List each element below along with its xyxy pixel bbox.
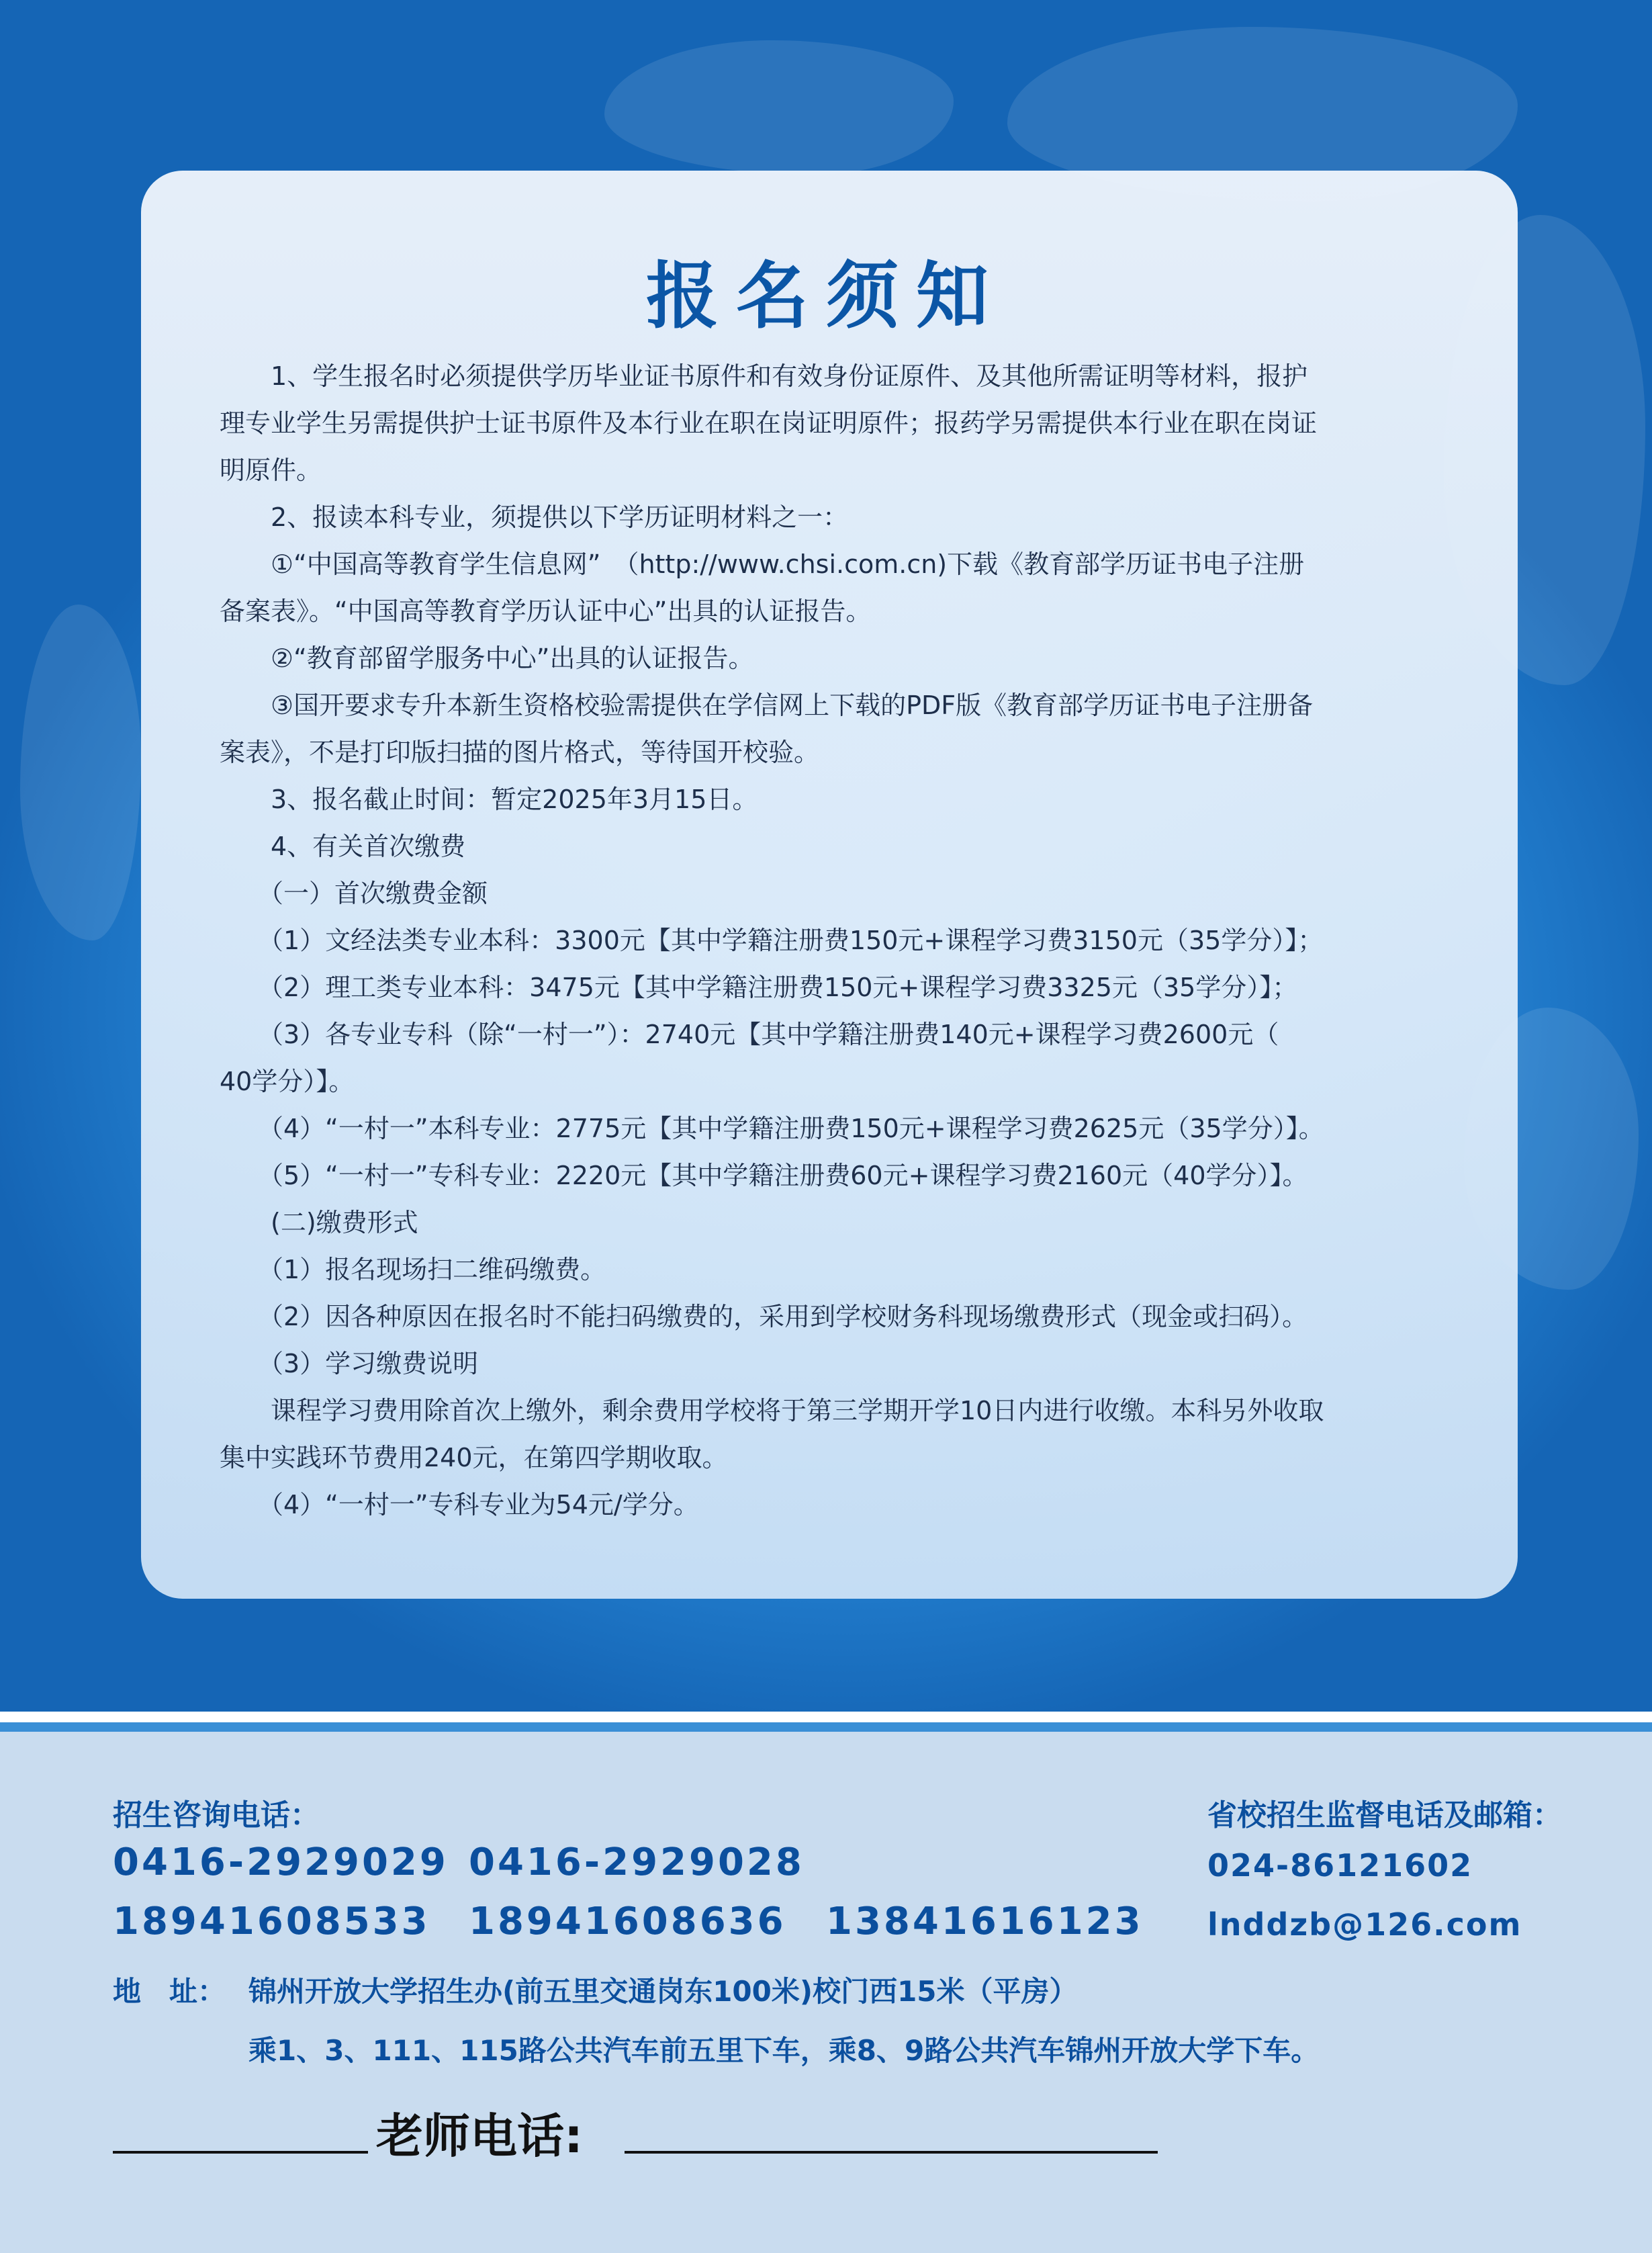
consult-phone: 0416-2929028 <box>469 1841 805 1884</box>
notice-line: (二)缴费形式 <box>220 1208 418 1237</box>
teacher-phone-blank <box>625 2151 1158 2154</box>
notice-line: 课程学习费用除首次上缴外，剩余费用学校将于第三学期开学10日内进行收缴。本科另外收取 <box>220 1396 1324 1425</box>
notice-line: （3）学习缴费说明 <box>220 1349 479 1378</box>
notice-line: 案表》，不是打印版扫描的图片格式，等待国开校验。 <box>220 738 820 767</box>
notice-line: 1、学生报名时必须提供学历毕业证书原件和有效身份证原件、及其他所需证明等材料，报护 <box>220 361 1308 391</box>
notice-line: （2）因各种原因在报名时不能扫码缴费的，采用到学校财务科现场缴费形式（现金或扫码）。 <box>220 1302 1308 1331</box>
supervise-email: lnddzb@126.com <box>1207 1906 1522 1943</box>
blank-underline <box>113 2151 368 2154</box>
notice-line: （2）理工类专业本科：3475元【其中学籍注册费150元+课程学习费3325元（35学分）】； <box>220 973 1298 1002</box>
supervise-label: 省校招生监督电话及邮箱： <box>1207 1798 1562 1832</box>
address-text: 锦州开放大学招生办(前五里交通岗东100米)校门西15米（平房） <box>248 1975 1078 2008</box>
consult-phone: 18941608533 <box>113 1900 430 1943</box>
address-label: 地 址： <box>113 1975 226 2008</box>
notice-line: 集中实践环节费用240元，在第四学期收取。 <box>220 1443 728 1472</box>
notice-line: 40学分）】。 <box>220 1067 355 1096</box>
page-title: 报名须知 <box>645 255 1006 339</box>
notice-line: 明原件。 <box>220 455 322 485</box>
consult-phone: 0416-2929029 <box>113 1841 449 1884</box>
notice-line: （1）文经法类专业本科：3300元【其中学籍注册费150元+课程学习费3150元（35学分）】； <box>220 926 1324 955</box>
divider <box>0 1712 1652 1722</box>
notice-line: 备案表》。“中国高等教育学历认证中心”出具的认证报告。 <box>220 597 872 626</box>
notice-line: ①“中国高等教育学生信息网” （http://www.chsi.com.cn)下载《教育部学历证书电子注册 <box>220 549 1305 579</box>
notice-line: （4）“一村一”本科专业：2775元【其中学籍注册费150元+课程学习费2625元（35学分）】。 <box>220 1114 1324 1143</box>
bus-route-text: 乘1、3、111、115路公共汽车前五里下车，乘8、9路公共汽车锦州开放大学下车。 <box>248 2034 1320 2067</box>
divider <box>0 1722 1652 1732</box>
notice-line: （一）首次缴费金额 <box>220 879 488 908</box>
consult-phone: 18941608636 <box>469 1900 786 1943</box>
consult-phone: 13841616123 <box>826 1900 1144 1943</box>
notice-line: 2、报读本科专业，须提供以下学历证明材料之一： <box>220 502 849 532</box>
notice-line: ②“教育部留学服务中心”出具的认证报告。 <box>220 644 754 673</box>
notice-line: （1）报名现场扫二维码缴费。 <box>220 1255 606 1284</box>
contact-footer <box>0 1732 1652 2253</box>
teacher-phone-label: 老师电话: <box>376 2109 583 2164</box>
consult-label: 招生咨询电话： <box>113 1798 320 1832</box>
notice-line: （3）各专业专科（除“一村一”）：2740元【其中学籍注册费140元+课程学习费2600元（ <box>220 1020 1279 1049</box>
notice-line: ③国开要求专升本新生资格校验需提供在学信网上下载的PDF版《教育部学历证书电子注册备 <box>220 691 1314 720</box>
notice-line: 理专业学生另需提供护士证书原件及本行业在职在岗证明原件；报药学另需提供本行业在职在岗证 <box>220 408 1318 438</box>
notice-line: （5）“一村一”专科专业：2220元【其中学籍注册费60元+课程学习费2160元（40学分）】。 <box>220 1161 1308 1190</box>
supervise-phone: 024-86121602 <box>1207 1847 1473 1884</box>
notice-line: 3、报名截止时间：暂定2025年3月15日。 <box>220 785 758 814</box>
notice-line: （4）“一村一”专科专业为54元/学分。 <box>220 1490 699 1519</box>
notice-line: 4、有关首次缴费 <box>220 832 466 861</box>
